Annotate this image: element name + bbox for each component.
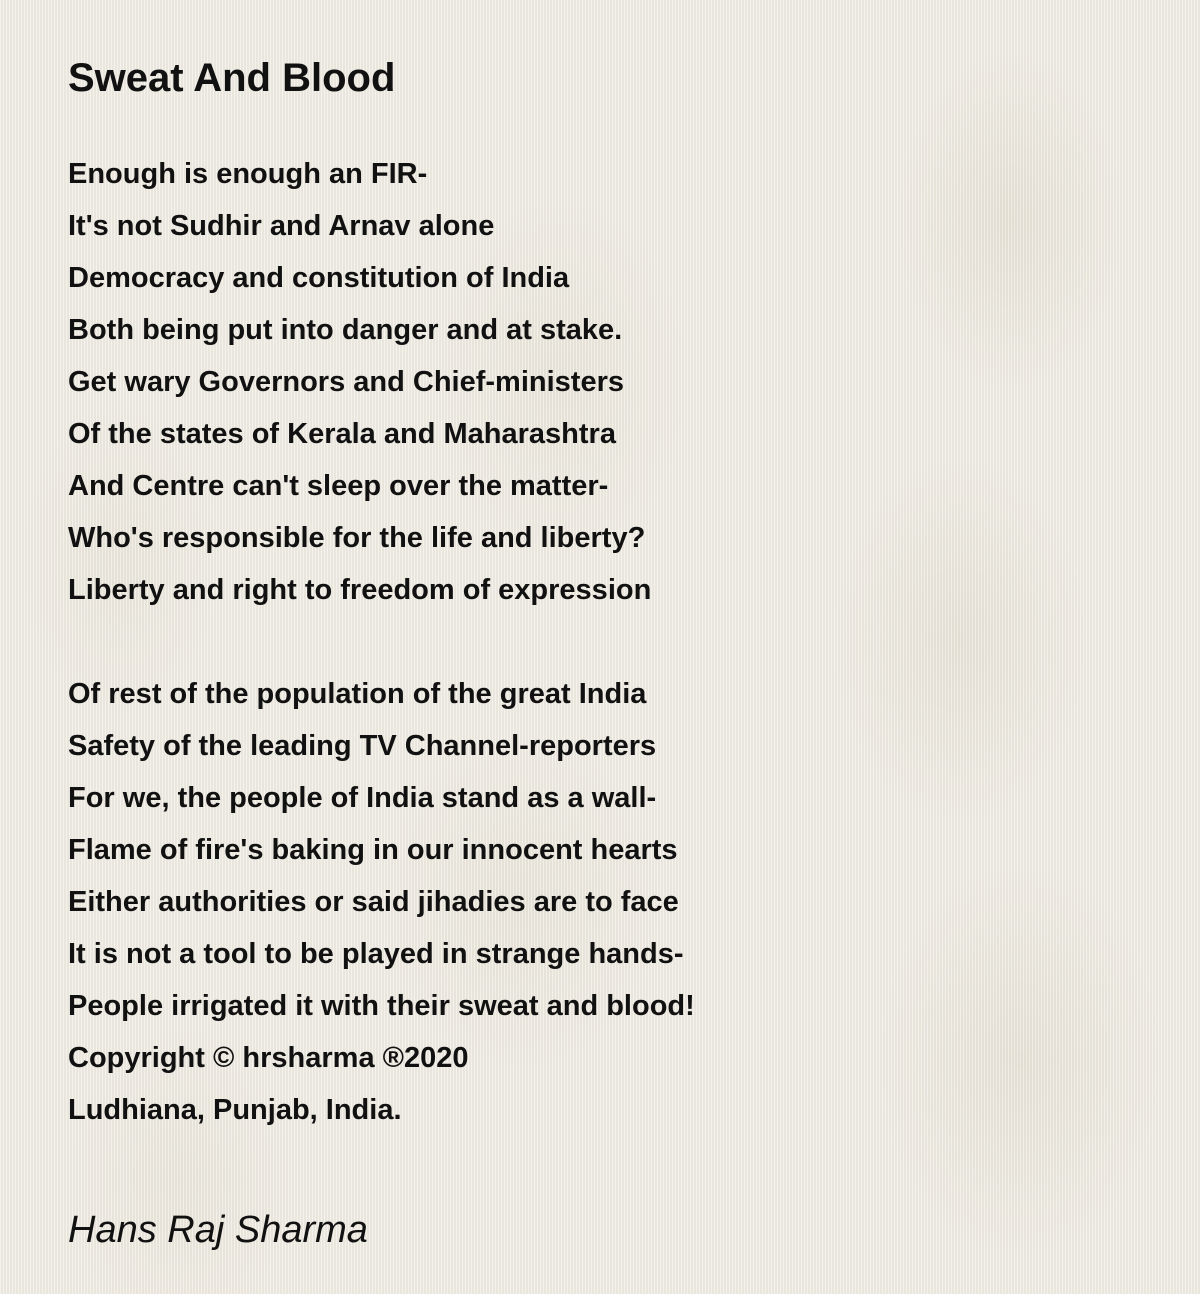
location-line: Ludhiana, Punjab, India.	[68, 1094, 402, 1126]
poem-line: And Centre can't sleep over the matter-	[68, 470, 609, 502]
poem-line: Flame of fire's baking in our innocent hearts	[68, 834, 678, 866]
poem-author: Hans Raj Sharma	[68, 1209, 368, 1251]
poem-line: Safety of the leading TV Channel-reporters	[68, 730, 657, 762]
poem-line: Of rest of the population of the great India	[68, 678, 647, 710]
poem-line: Enough is enough an FIR-	[68, 158, 428, 190]
poem-line: Either authorities or said jihadies are to face	[68, 886, 679, 918]
poem-line: It's not Sudhir and Arnav alone	[68, 210, 495, 242]
poem-line: People irrigated it with their sweat and blood!	[68, 990, 695, 1022]
poem-line: It is not a tool to be played in strange hands-	[68, 938, 684, 970]
poem-title: Sweat And Blood	[68, 56, 396, 100]
poem-line: Both being put into danger and at stake.	[68, 314, 623, 346]
poem-body	[68, 148, 1128, 1136]
poem-line: Democracy and constitution of India	[68, 262, 570, 294]
poem-line: Liberty and right to freedom of expression	[68, 574, 652, 606]
stanza-divider	[68, 616, 1128, 668]
poem-line: Get wary Governors and Chief-ministers	[68, 366, 624, 398]
poem-line: Of the states of Kerala and Maharashtra	[68, 418, 616, 450]
stanza-2	[68, 668, 1128, 1136]
copyright-line: Copyright © hrsharma ®2020	[68, 1042, 469, 1074]
poem-card	[68, 52, 1128, 1254]
stanza-1	[68, 148, 1128, 616]
poem-line: Who's responsible for the life and liberty?	[68, 522, 646, 554]
poem-line: For we, the people of India stand as a wall-	[68, 782, 657, 814]
